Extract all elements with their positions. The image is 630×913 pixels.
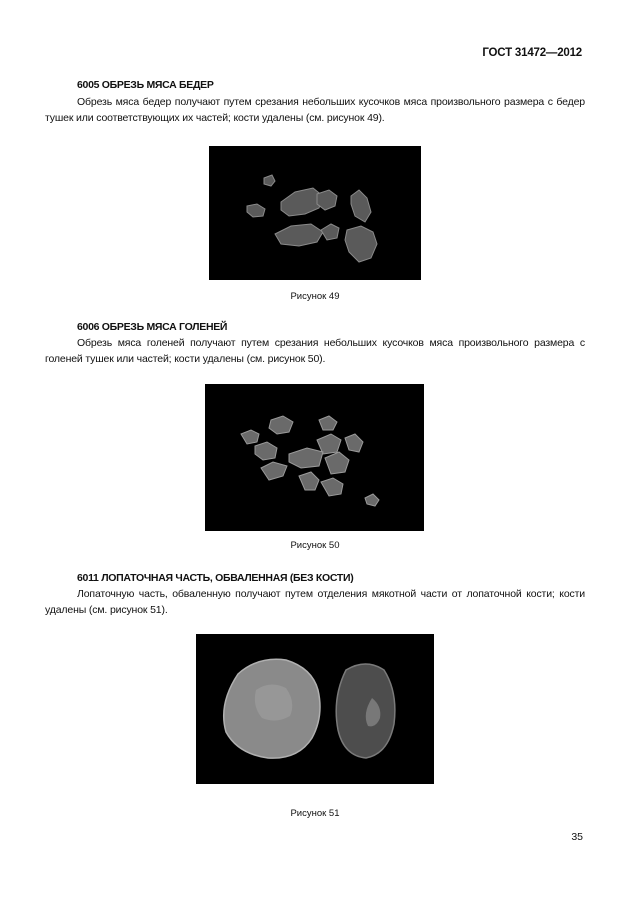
section-title-6011: 6011 ЛОПАТОЧНАЯ ЧАСТЬ, ОБВАЛЕННАЯ (БЕЗ КОСТИ) xyxy=(77,572,354,584)
section-text-6006: Обрезь мяса голеней получают путем срезания небольших кусочков мяса произвольного размера с голеней тушек или частей; кости удалены (см. рисунок 50). xyxy=(45,337,585,365)
figure-49-caption: Рисунок 49 xyxy=(290,291,340,302)
figure-51-caption: Рисунок 51 xyxy=(290,808,340,819)
section-text-6011: Лопаточную часть, обваленную получают путем отделения мякотной части от лопаточной кости; кости удалены (см. рисунок 51). xyxy=(45,588,585,616)
section-text-6005: Обрезь мяса бедер получают путем срезания небольших кусочков мяса произвольного размера с бедер тушек или соответствующих их частей; кости удалены (см. рисунок 49). xyxy=(45,96,585,124)
page-number: 35 xyxy=(571,831,583,843)
section-title-6005: 6005 ОБРЕЗЬ МЯСА БЕДЕР xyxy=(77,79,214,91)
figure-49-photo xyxy=(209,146,421,280)
section-title-6006: 6006 ОБРЕЗЬ МЯСА ГОЛЕНЕЙ xyxy=(77,321,228,333)
figure-50-photo xyxy=(205,384,424,531)
figure-51-photo xyxy=(196,634,434,784)
document-standard-number: ГОСТ 31472—2012 xyxy=(482,47,582,59)
figure-50-caption: Рисунок 50 xyxy=(290,540,340,551)
